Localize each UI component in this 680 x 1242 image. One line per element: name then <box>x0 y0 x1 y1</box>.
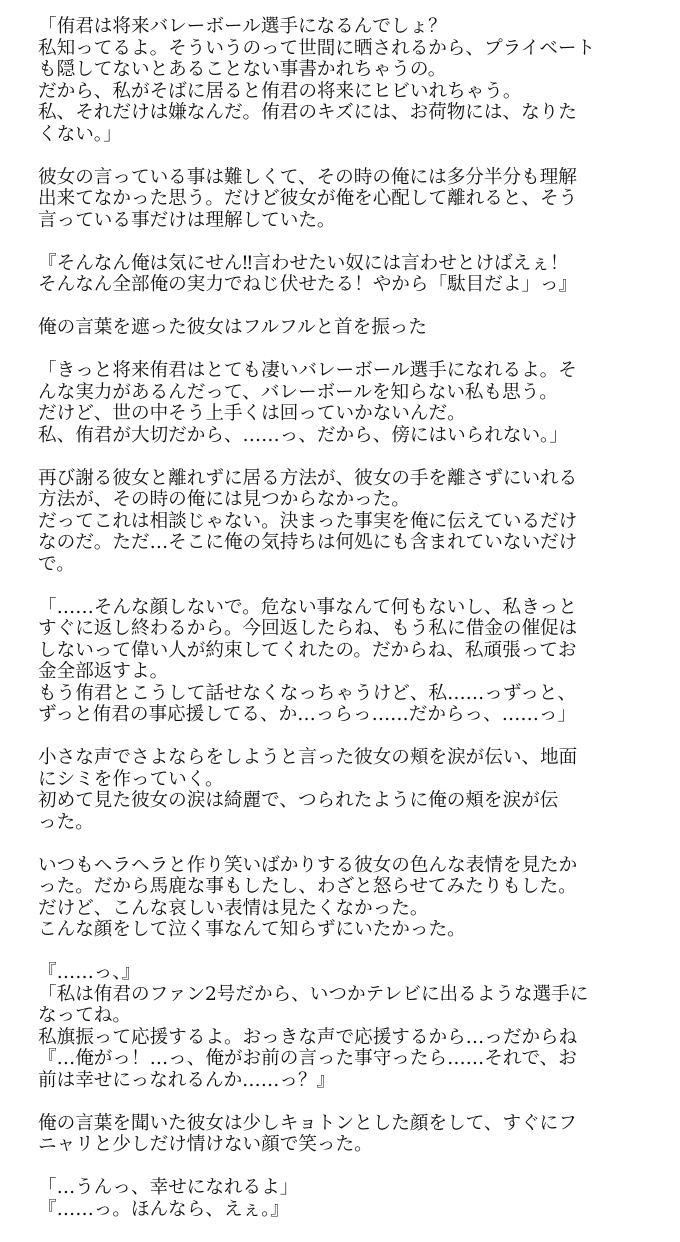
text-line: も隠してないとあることない事書かれちゃうの。 <box>38 59 447 80</box>
text-line: 「私は侑君のファン2号だから、いつかテレビに出るような選手に <box>38 983 589 1005</box>
text-line: だけど、こんな哀しい表情は見たくなかった。 <box>38 897 429 919</box>
text-line: 私、侑君が大切だから、……っ、だから、傍にはいられない。」 <box>38 424 568 446</box>
text-line: 「…うんっ、幸せになれるよ」 <box>38 1177 299 1198</box>
text-line: 「侑君は将来バレーボール選手になるんでしょ？ <box>38 16 447 37</box>
text-line: しないって偉い人が約束してくれたの。だからね、私頑張ってお <box>38 639 577 661</box>
paragraph <box>38 16 662 145</box>
text-line: 小さな声でさよならをしようと言った彼女の頬を涙が伝い、地面 <box>38 747 578 768</box>
text-line: 言っている事だけは理解していた。 <box>38 209 336 231</box>
text-line: った。だから馬鹿な事もしたし、わざと怒らせてみたりもした。 <box>38 876 577 897</box>
text-line: 「きっと将来侑君はとても凄いバレーボール選手になれるよ。そ <box>38 360 577 381</box>
text-line: だから、私がそばに居ると侑君の将来にヒビいれちゃう。 <box>38 80 522 102</box>
text-line: 『……っ。ほんなら、えぇ。』 <box>38 1198 290 1220</box>
paragraph <box>38 317 662 339</box>
text-line: 俺の言葉を聞いた彼女は少しキョトンとした顔をして、すぐにフ <box>38 1112 577 1134</box>
text-line: 方法が、その時の俺には見つからなかった。 <box>38 489 410 510</box>
text-line: 再び謝る彼女と離れずに居る方法が、彼女の手を離さずにいれる <box>38 467 578 489</box>
text-line: 私、それだけは嫌なんだ。侑君のキズには、お荷物には、なりた <box>38 102 577 123</box>
text-line: った。 <box>38 811 94 833</box>
text-line: 私知ってるよ。そういうのって世間に晒されるから、プライベート <box>38 37 596 59</box>
paragraph <box>38 855 662 941</box>
paragraph <box>38 747 662 833</box>
text-line: 俺の言葉を遮った彼女はフルフルと首を振った <box>38 317 427 338</box>
text-line: 私旗振って応援するよ。おっきな声で応援するから…っだからね <box>38 1026 578 1048</box>
paragraph <box>38 597 662 726</box>
text-line: そんなん全部俺の実力でねじ伏せたる！やから「駄目だよ」っ』 <box>38 274 578 295</box>
text-line: もう侑君とこうして話せなくなっちゃうけど、私……っずっと、 <box>38 682 577 704</box>
text-line: ずっと侑君の事応援してる、か…っらっ……だからっ、……っ」 <box>38 704 577 725</box>
paragraph <box>38 962 662 1091</box>
paragraph <box>38 167 662 232</box>
text-line: 彼女の言っている事は難しくて、その時の俺には多分半分も理解 <box>38 166 577 188</box>
text-line: ニャリと少しだけ情けない顔で笑った。 <box>38 1134 373 1155</box>
text-line: だけど、世の中そう上手くは回っていかないんだ。 <box>38 403 466 424</box>
text-line: 出来てなかった思う。だけど彼女が俺を心配して離れると、そう <box>38 188 578 209</box>
text-line: すぐに返し終わるから。今回返したらね、もう私に借金の催促は <box>38 618 578 639</box>
paragraph <box>38 1177 662 1220</box>
paragraph <box>38 468 662 576</box>
text-line: 「……そんな顔しないで。危ない事なんて何もないし、私きっと <box>38 596 577 618</box>
text-line: なってね。 <box>38 1005 131 1026</box>
text-line: いつもヘラヘラと作り笑いばかりする彼女の色んな表情を見たか <box>38 854 578 876</box>
text-line: 『そんなん俺は気にせん‼︎言わせたい奴には言わせとけばえぇ！ <box>38 252 569 274</box>
text-line: だってこれは相談じゃない。決まった事実を俺に伝えているだけ <box>38 510 578 532</box>
text-line: くない。」 <box>38 123 122 145</box>
text-line: なのだ。ただ…そこに俺の気持ちは何処にも含まれていないだけ <box>38 532 578 553</box>
text-line: にシミを作っていく。 <box>38 768 224 790</box>
text-line: 『…俺がっ！…っ、俺がお前の言った事守ったら……それで、お <box>38 1048 577 1069</box>
text-line: で。 <box>38 553 75 575</box>
paragraph <box>38 360 662 446</box>
text-line: 『……っ、』 <box>38 962 141 983</box>
text-line: んな実力があるんだって、バレーボールを知らない私も思う。 <box>38 381 558 403</box>
text-line: 前は幸せにっなれるんか……っ？』 <box>38 1069 336 1091</box>
story-text <box>38 16 662 1242</box>
paragraph <box>38 253 662 296</box>
text-line: 初めて見た彼女の涙は綺麗で、つられたように俺の頬を涙が伝 <box>38 790 559 811</box>
paragraph <box>38 1113 662 1156</box>
text-line: こんな顔をして泣く事なんて知らずにいたかった。 <box>38 919 466 940</box>
text-line: 金全部返すよ。 <box>38 661 169 682</box>
